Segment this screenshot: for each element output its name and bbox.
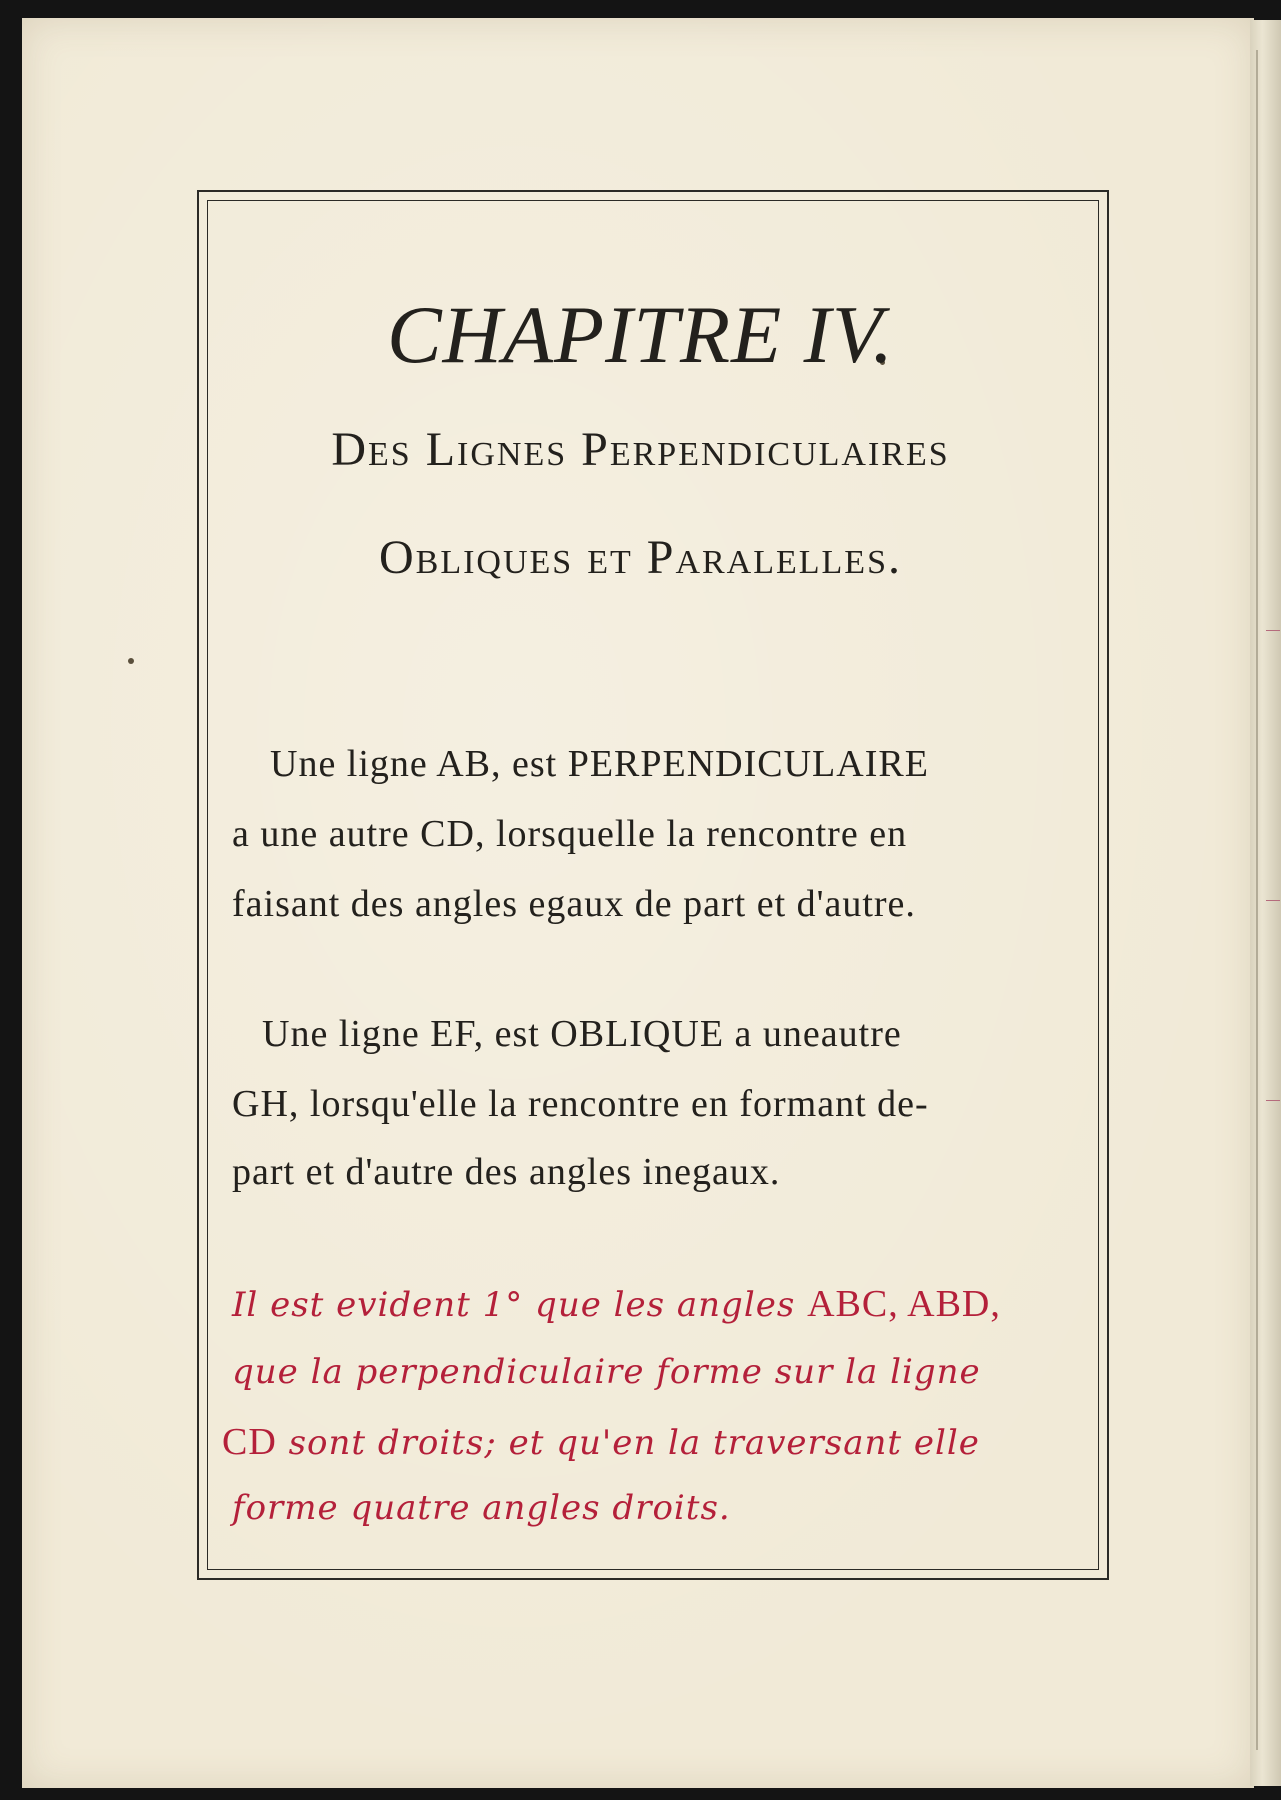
paragraph-3-line-3-text: sont droits; et qu'en la traversant elle (288, 1423, 980, 1463)
ink-mark (1266, 630, 1280, 631)
ink-mark (1266, 900, 1280, 901)
paragraph-1-line-3: faisant des angles egaux de part et d'autre. (232, 883, 916, 925)
chapter-subtitle-line-1: Des Lignes Perpendiculaires (331, 423, 950, 476)
paragraph-3-line-3 (222, 1420, 980, 1464)
paragraph-3-line-2: que la perpendiculaire forme sur la ligne (232, 1352, 981, 1392)
chapter-title: CHAPITRE IV. (386, 289, 894, 380)
paragraph-3-line-1-caps: ABC, ABD, (807, 1283, 1001, 1325)
chapter-subtitle-line-2: Obliques et Paralelles. (379, 531, 902, 584)
paragraph-3-line-1 (232, 1282, 1001, 1326)
paragraph-2-line-1: Une ligne EF, est OBLIQUE a uneautre (262, 1013, 902, 1055)
ink-mark (1266, 1100, 1280, 1101)
paper-fleck (128, 658, 134, 664)
paragraph-2-line-2: GH, lorsqu'elle la rencontre en formant de- (232, 1083, 929, 1125)
paragraph-3-line-3-caps: CD (222, 1421, 277, 1463)
paragraph-1-line-2: a une autre CD, lorsquelle la rencontre en (232, 813, 908, 855)
paragraph-3-line-4: forme quatre angles droits. (232, 1488, 731, 1528)
paragraph-3-line-1-text: Il est evident 1° que les angles (232, 1285, 796, 1325)
paragraph-1-line-1: Une ligne AB, est PERPENDICULAIRE (270, 743, 929, 785)
paragraph-2-line-3: part et d'autre des angles inegaux. (232, 1151, 781, 1193)
adjacent-page-edge (1250, 20, 1281, 1786)
